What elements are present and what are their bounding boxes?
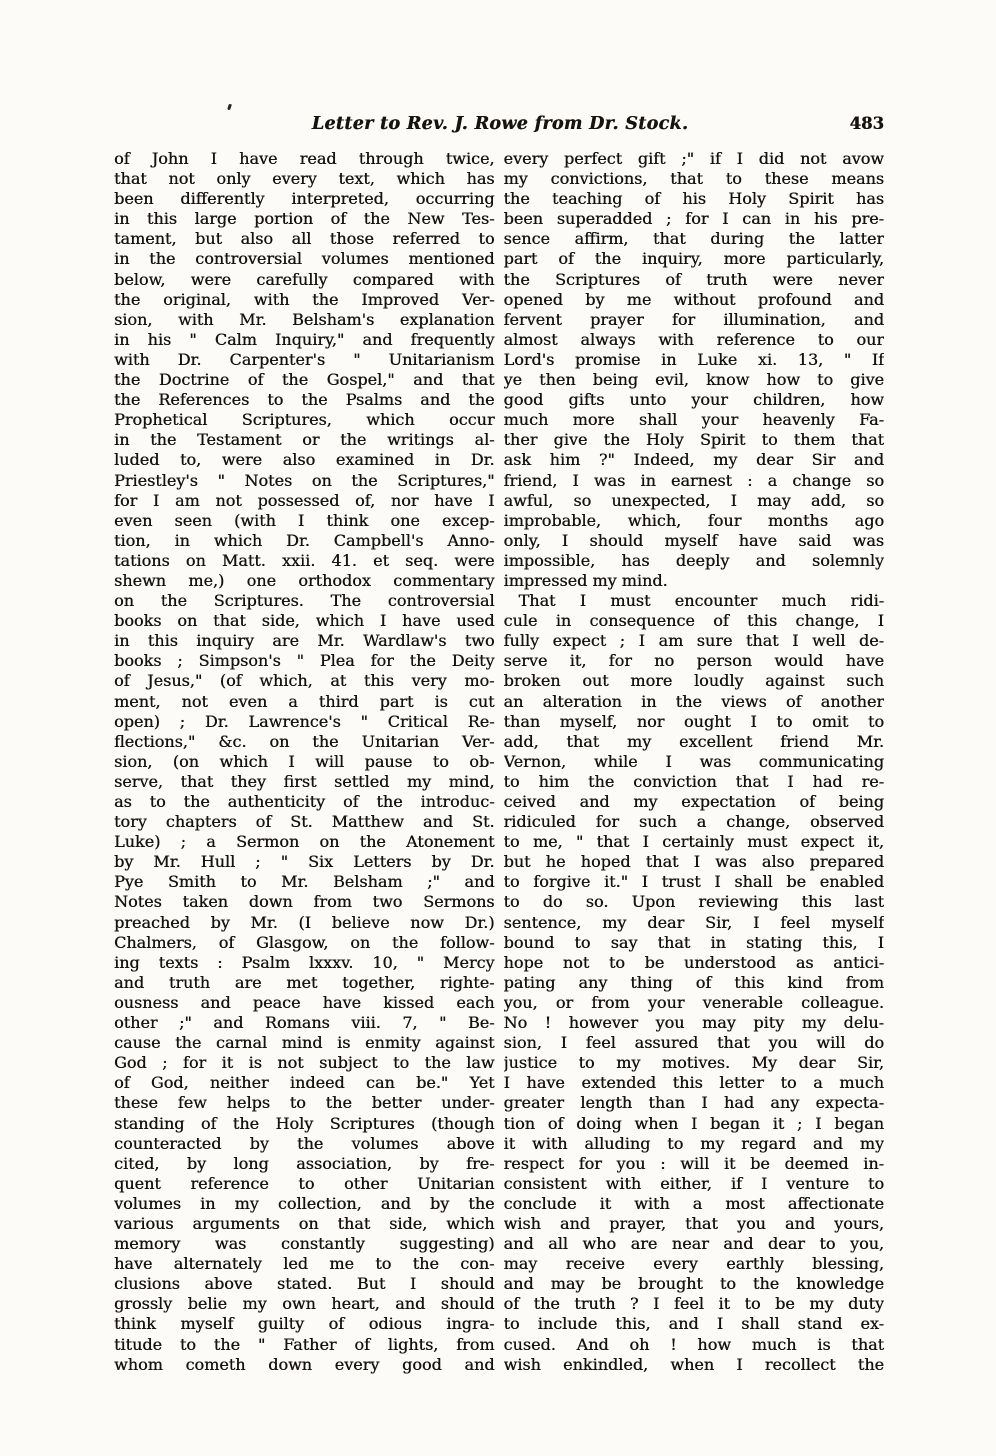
page-number: 483	[849, 114, 884, 133]
text-line: tament, but also all those referred to	[114, 229, 495, 249]
text-line: my convictions, that to these means	[503, 169, 884, 189]
ink-speck	[227, 104, 232, 111]
text-line: ceived and my expectation of being	[503, 792, 884, 811]
text-columns	[114, 149, 884, 1375]
text-line: pating any thing of this kind from	[503, 972, 884, 992]
text-line: Luke) ; a Sermon on the Atonement	[114, 832, 495, 852]
text-line: shewn me,) one orthodox commentary	[114, 570, 495, 590]
text-line: Pye Smith to Mr. Belsham ;" and	[114, 872, 495, 892]
text-line: even seen (with I think one excep-	[114, 510, 495, 530]
text-line: other ;" and Romans viii. 7, " Be-	[114, 1013, 495, 1033]
text-line: with Dr. Carpenter's " Unitarianism	[114, 349, 495, 369]
text-line: almost always with reference to our	[503, 329, 884, 349]
text-line: memory was constantly suggesting)	[114, 1234, 495, 1254]
text-line: have alternately led me to the con-	[114, 1254, 495, 1274]
text-line: than myself, nor ought I to omit to	[503, 711, 884, 731]
text-line: opened by me without profound and	[503, 289, 884, 309]
text-line: God ; for it is not subject to the law	[114, 1053, 495, 1073]
text-line: friend, I was in earnest : a change so	[503, 470, 884, 490]
text-line: and all who are near and dear to you,	[503, 1234, 884, 1254]
text-line: as to the authenticity of the introduc-	[114, 792, 495, 811]
text-line: standing of the Holy Scriptures (though	[114, 1113, 495, 1133]
text-line: fervent prayer for illumination, and	[503, 309, 884, 329]
text-line: cited, by long association, by fre-	[114, 1153, 495, 1173]
text-line: the Scriptures of truth were never	[503, 269, 884, 289]
text-line: in his " Calm Inquiry," and frequently	[114, 329, 495, 349]
text-line: hope not to be understood as antici-	[503, 952, 884, 972]
text-line: by Mr. Hull ; " Six Letters by Dr.	[114, 852, 495, 872]
text-line: No ! however you may pity my delu-	[503, 1013, 884, 1033]
text-line: consistent with either, if I venture to	[503, 1173, 884, 1193]
text-line: to me, " that I certainly must expect it,	[503, 832, 884, 852]
text-line: tion, in which Dr. Campbell's Anno-	[114, 530, 495, 550]
text-line: been superadded ; for I can in his pre-	[503, 209, 884, 229]
text-line: Chalmers, of Glasgow, on the follow-	[114, 932, 495, 952]
text-line: clusions above stated. But I should	[114, 1274, 495, 1294]
text-line: Prophetical Scriptures, which occur	[114, 410, 495, 430]
text-line: greater length than I had any expecta-	[503, 1093, 884, 1113]
text-line: cause the carnal mind is enmity against	[114, 1033, 495, 1053]
text-line: sence affirm, that during the latter	[503, 229, 884, 249]
text-line: various arguments on that side, which	[114, 1213, 495, 1233]
left-column	[114, 149, 495, 1375]
text-line: to forgive it." I trust I shall be enabled	[503, 872, 884, 892]
text-line: conclude it with a most affectionate	[503, 1193, 884, 1213]
text-line: open) ; Dr. Lawrence's " Critical Re-	[114, 711, 495, 731]
text-line: in this large portion of the New Tes-	[114, 209, 495, 229]
text-line: to him the conviction that I had re-	[503, 771, 884, 791]
text-line: wish enkindled, when I recollect the	[503, 1354, 884, 1374]
right-column	[504, 149, 885, 1375]
text-line: serve it, for no person would have	[503, 651, 884, 671]
text-line: tations on Matt. xxii. 41. et seq. were	[114, 550, 495, 570]
text-line: books ; Simpson's " Plea for the Deity	[114, 651, 495, 671]
text-line: these few helps to the better under-	[114, 1093, 495, 1113]
running-title: Letter to Rev. J. Rowe from Dr. Stock.	[311, 114, 689, 134]
text-line: tory chapters of St. Matthew and St.	[114, 812, 495, 832]
text-line: improbable, which, four months ago	[503, 510, 884, 530]
text-line: ye then being evil, know how to give	[503, 370, 884, 390]
text-line: awful, so unexpected, I may add, so	[503, 490, 884, 510]
text-line: ridiculed for such a change, observed	[503, 812, 884, 832]
text-line: add, that my excellent friend Mr.	[503, 731, 884, 751]
text-line: to include this, and I shall stand ex-	[503, 1314, 884, 1334]
text-line: Vernon, while I was communicating	[503, 751, 884, 771]
text-line: of God, neither indeed can be." Yet	[114, 1073, 495, 1093]
text-line: the original, with the Improved Ver-	[114, 289, 495, 309]
text-line: the References to the Psalms and the	[114, 390, 495, 410]
text-line: fully expect ; I am sure that I well de-	[503, 631, 884, 651]
text-line: ment, not even a third part is cut	[114, 691, 495, 711]
text-line: broken out more loudly against such	[503, 671, 884, 691]
text-line: in the Testament or the writings al-	[114, 430, 495, 450]
text-line: Notes taken down from two Sermons	[114, 892, 495, 912]
text-line: been differently interpreted, occurring	[114, 189, 495, 209]
text-line: whom cometh down every good and	[114, 1354, 495, 1374]
text-line: serve, that they first settled my mind,	[114, 771, 495, 791]
text-line: impressed my mind.	[503, 570, 668, 590]
text-line: Lord's promise in Luke xi. 13, " If	[503, 349, 884, 369]
text-line: good gifts unto your children, how	[503, 390, 884, 410]
text-line: sion, (on which I will pause to ob-	[114, 751, 495, 771]
text-line: that not only every text, which has	[114, 169, 495, 189]
text-line: of Jesus," (of which, at this very mo-	[114, 671, 495, 691]
text-line: in this inquiry are Mr. Wardlaw's two	[114, 631, 495, 651]
text-line: sion, I feel assured that you will do	[503, 1033, 884, 1053]
text-line: an alteration in the views of another	[503, 691, 884, 711]
text-line: impossible, has deeply and solemnly	[503, 550, 884, 570]
text-line: counteracted by the volumes above	[114, 1133, 495, 1153]
text-line: think myself guilty of odious ingra-	[114, 1314, 495, 1334]
text-line: sion, with Mr. Belsham's explanation	[114, 309, 495, 329]
text-line: to do so. Upon reviewing this last	[503, 892, 884, 912]
text-line: and may be brought to the knowledge	[503, 1274, 884, 1294]
text-line: of the truth ? I feel it to be my duty	[503, 1294, 884, 1314]
text-line: sentence, my dear Sir, I feel myself	[503, 912, 884, 932]
text-line: tion of doing when I began it ; I began	[503, 1113, 884, 1133]
text-line: I have extended this letter to a much	[503, 1073, 884, 1093]
text-line: part of the inquiry, more particularly,	[503, 249, 884, 269]
text-line: on the Scriptures. The controversial	[114, 591, 495, 611]
text-line: preached by Mr. (I believe now Dr.)	[114, 912, 495, 932]
text-line: below, were carefully compared with	[114, 269, 495, 289]
text-line: the Doctrine of the Gospel," and that	[114, 370, 495, 390]
text-line: books on that side, which I have used	[114, 611, 495, 631]
text-line: for I am not possessed of, nor have I	[114, 490, 495, 510]
text-line: That I must encounter much ridi-	[518, 591, 884, 611]
text-line: quent reference to other Unitarian	[114, 1173, 495, 1193]
text-line: ask him ?" Indeed, my dear Sir and	[503, 450, 884, 470]
text-line: of John I have read through twice,	[114, 149, 495, 168]
text-line: but he hoped that I was also prepared	[503, 852, 884, 872]
text-line: titude to the " Father of lights, from	[114, 1334, 495, 1354]
text-line: grossly belie my own heart, and should	[114, 1294, 495, 1314]
text-line: respect for you : will it be deemed in-	[503, 1153, 884, 1173]
text-line: cule in consequence of this change, I	[503, 611, 884, 631]
text-line: much more shall your heavenly Fa-	[503, 410, 884, 430]
text-line: bound to say that in stating this, I	[503, 932, 884, 952]
page-header	[114, 112, 886, 136]
text-line: the teaching of his Holy Spirit has	[503, 189, 884, 209]
text-line: and truth are met together, righte-	[114, 972, 495, 992]
text-line: volumes in my collection, and by the	[114, 1193, 495, 1213]
text-line: may receive every earthly blessing,	[503, 1254, 884, 1274]
text-line: cused. And oh ! how much is that	[503, 1334, 884, 1354]
text-line: justice to my motives. My dear Sir,	[503, 1053, 884, 1073]
text-line: only, I should myself have said was	[503, 530, 884, 550]
text-line: ousness and peace have kissed each	[114, 992, 495, 1012]
text-line: you, or from your venerable colleague.	[503, 992, 884, 1012]
text-line: in the controversial volumes mentioned	[114, 249, 495, 269]
text-line: ther give the Holy Spirit to them that	[503, 430, 884, 450]
text-line: Priestley's " Notes on the Scriptures,"	[114, 470, 495, 490]
text-line: flections," &c. on the Unitarian Ver-	[114, 731, 495, 751]
text-line: every perfect gift ;" if I did not avow	[503, 149, 884, 168]
text-line: it with alluding to my regard and my	[503, 1133, 884, 1153]
text-line: ing texts : Psalm lxxxv. 10, " Mercy	[114, 952, 495, 972]
text-line: wish and prayer, that you and yours,	[503, 1213, 884, 1233]
text-line: luded to, were also examined in Dr.	[114, 450, 495, 470]
